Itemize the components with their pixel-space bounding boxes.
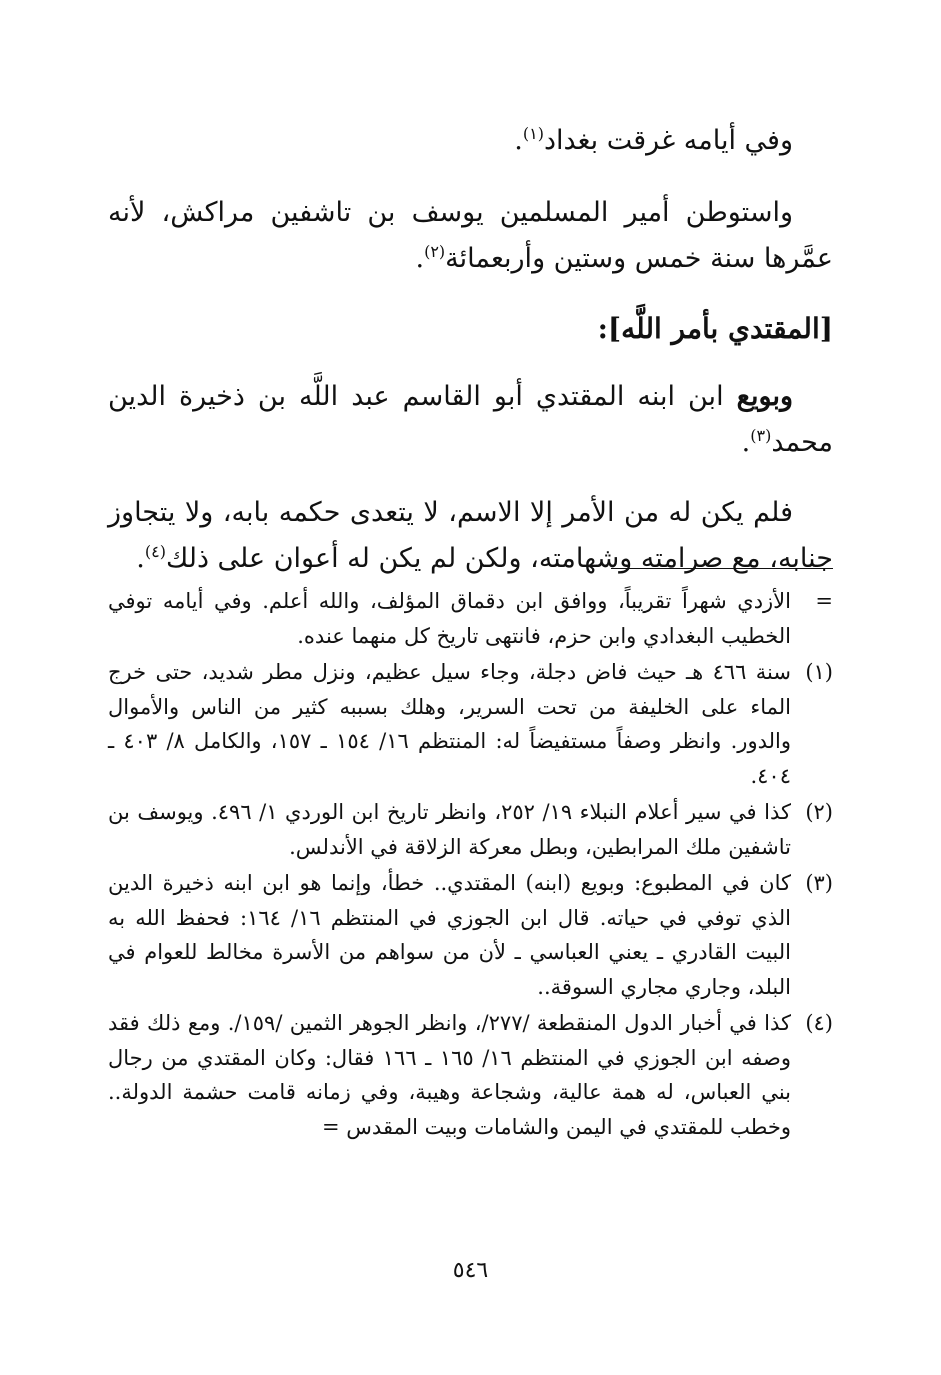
footnote-ref-1[interactable]: (١) [522, 124, 544, 143]
footnote-text: كذا في سير أعلام النبلاء ١٩/ ٢٥٢، وانظر تاريخ ابن الوردي ١/ ٤٩٦. ويوسف بن تاشفين ملك المرابطين، وبطل معركة الزلاقة في الأندلس. [108, 800, 791, 859]
paragraph-allegiance: وبويع ابن ابنه المقتدي أبو القاسم عبد اللَّه بن ذخيرة الدين محمد$^{(٣)}$. [108, 381, 833, 458]
footnote-divider [611, 568, 833, 569]
footnote-1 [108, 655, 833, 793]
paragraph-flood: وفي أيامه غرقت بغداد$^{(١)}$. [514, 124, 793, 156]
footnote-text: الأزدي شهراً تقريباً، ووافق ابن دقماق المؤلف، والله أعلم. وفي أيامه توفي الخطيب البغدادي وابن حزم، فانتهى تاريخ كل منهما عنده. [108, 589, 791, 648]
footnote-ref-4[interactable]: (٤) [144, 542, 166, 561]
paragraph-text: ابن ابنه المقتدي أبو القاسم عبد اللَّه بن ذخيرة الدين محمد [108, 381, 833, 458]
footnote-2 [108, 795, 833, 864]
paragraph-text: فلم يكن له من الأمر إلا الاسم، لا يتعدى حكمه بابه، ولا يتجاوز جنابه، مع صرامته وشهامته، ولكن لم يكن له أعوان على ذلك [108, 497, 833, 574]
paragraph-authority: فلم يكن له من الأمر إلا الاسم، لا يتعدى حكمه بابه، ولا يتجاوز جنابه، مع صرامته وشهامته، ولكن لم يكن له أعوان على ذلك$^{(٤)}$. [108, 497, 833, 574]
footnote-text: كان في المطبوع: وبويع (ابنه) المقتدي.. خطأ، وإنما هو ابن ابنه ذخيرة الدين الذي توفي في حياته. قال ابن الجوزي في المنتظم ١٦/ ١٦٤: فحفظ الله به البيت القادري ـ يعني العباسي ـ لأن من سواهم من الأسرة مخالط للعوام في البلد، وجاري مجاري السوقة.. [108, 871, 791, 999]
paragraph-text: وفي أيامه غرقت بغداد [543, 125, 793, 156]
footnotes [108, 584, 833, 1146]
footnote-ref-2[interactable]: (٢) [424, 242, 446, 261]
footnote-3 [108, 866, 833, 1004]
footnote-text: سنة ٤٦٦ هـ حيث فاض دجلة، وجاء سيل عظيم، ونزل مطر شديد، حتى خرج الماء على الخليفة من تحت السرير، وهلك بسببه كثير من الناس والأموال والدور. وانظر وصفاً مستفيضاً له: المنتظم ١٦/ ١٥٤ ـ ١٥٧، والكامل ٨/ ٤٠٣ ـ ٤٠٤. [108, 660, 791, 788]
lead-word: وبويع [736, 381, 793, 412]
footnote-ref-3[interactable]: (٣) [750, 426, 772, 445]
page-number: ٥٤٦ [452, 1258, 489, 1283]
main-text [108, 118, 833, 606]
paragraph-marrakesh: واستوطن أمير المسلمين يوسف بن تاشفين مراكش، لأنه عمَّرها سنة خمس وستين وأربعمائة$^{(٢)}$. [108, 197, 833, 274]
footnote-marker: (٣) [805, 871, 833, 895]
footnote-marker: (٤) [805, 1011, 833, 1035]
footnote-text: كذا في أخبار الدول المنقطعة /٢٧٧/، وانظر الجوهر الثمين /١٥٩/. ومع ذلك فقد وصفه ابن الجوزي في المنتظم ١٦/ ١٦٥ ـ ١٦٦ فقال: وكان المقتدي من رجال بني العباس، له همة عالية، وشجاعة وهيبة، وفي زمانه قامت حشمة الدولة.. وخطب للمقتدي في اليمن والشامات وبيت المقدس = [108, 1011, 791, 1139]
footnote-4 [108, 1006, 833, 1144]
footnote-marker: = [815, 589, 833, 613]
section-heading: [المقتدي بأمر اللَّه]: [597, 312, 833, 345]
footnote-continuation [108, 584, 833, 653]
paragraph-text: واستوطن أمير المسلمين يوسف بن تاشفين مراكش، لأنه عمَّرها سنة خمس وستين وأربعمائة [108, 197, 833, 274]
footnote-marker: (٢) [805, 800, 833, 824]
footnote-marker: (١) [805, 660, 833, 684]
